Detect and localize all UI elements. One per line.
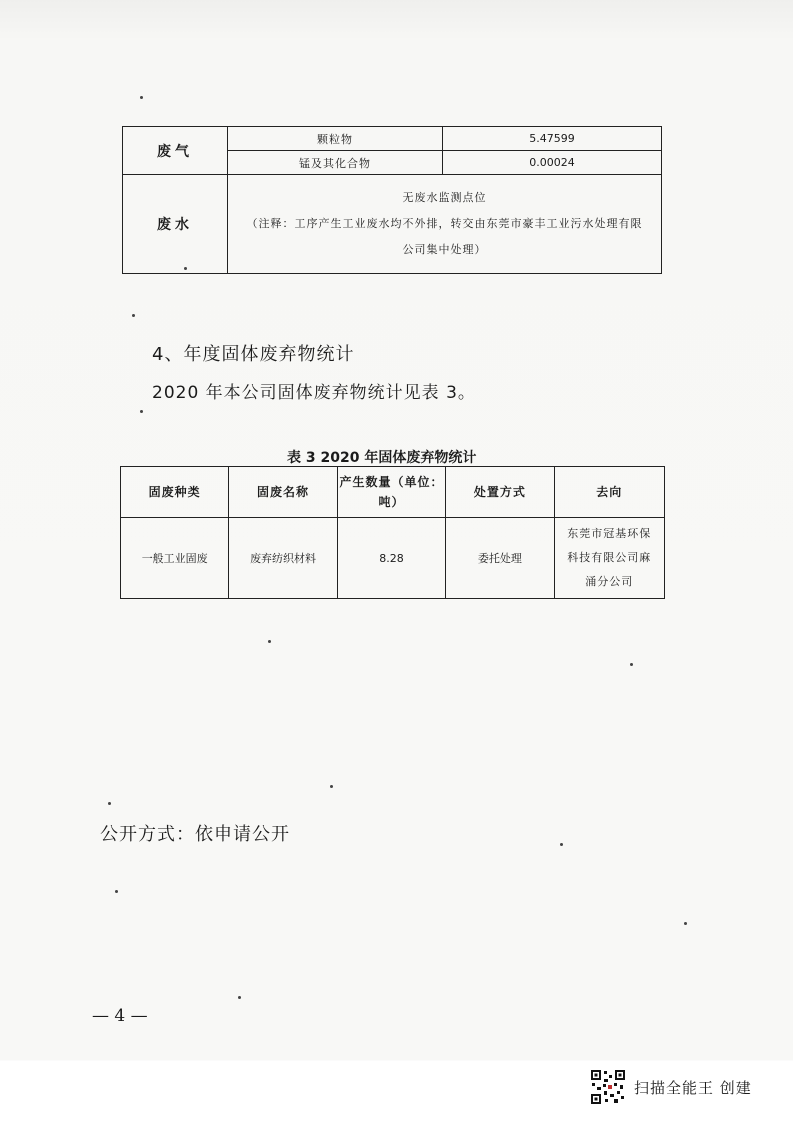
scan-speck [132, 314, 135, 317]
destination-line: 东莞市冠基环保 [567, 527, 652, 540]
solid-waste-table [120, 466, 665, 599]
scan-speck [140, 96, 143, 99]
scan-speck [560, 843, 563, 846]
table-row [123, 175, 662, 274]
item-cell: 锰及其化合物 [228, 151, 443, 175]
scan-speck [268, 640, 271, 643]
qr-code-icon [590, 1069, 626, 1105]
value-cell: 0.00024 [443, 151, 662, 175]
column-header: 固废种类 [121, 467, 229, 518]
section-heading: 4、年度固体废弃物统计 [152, 344, 355, 365]
method-cell: 委托处理 [446, 518, 554, 599]
scan-speck [115, 890, 118, 893]
scan-speck [330, 785, 333, 788]
scan-speck [630, 663, 633, 666]
category-cell: 废气 [123, 127, 228, 175]
column-header: 产生数量（单位：吨） [337, 467, 445, 518]
scan-speck [238, 996, 241, 999]
disclosure-method: 公开方式：依申请公开 [100, 824, 290, 845]
note-line: 公司集中处理） [402, 243, 487, 256]
destination-line: 涌分公司 [585, 575, 634, 588]
column-header: 处置方式 [446, 467, 554, 518]
destination-line: 科技有限公司麻 [567, 551, 652, 564]
amount-cell: 8.28 [337, 518, 445, 599]
note-line: 无废水监测点位 [402, 191, 487, 204]
scan-speck [184, 267, 187, 270]
column-header: 固废名称 [229, 467, 337, 518]
category-cell: 废水 [123, 175, 228, 274]
note-line: （注释：工序产生工业废水均不外排，转交由东莞市豪丰工业污水处理有限 [246, 217, 643, 230]
note-cell [228, 175, 662, 274]
waste-name-cell: 废弃纺织材料 [229, 518, 337, 599]
table-row [121, 518, 665, 599]
table-caption: 表 3 2020 年固体废弃物统计 [287, 450, 477, 466]
watermark-text: 扫描全能王 创建 [634, 1078, 752, 1097]
destination-cell [554, 518, 664, 599]
section-paragraph: 2020 年本公司固体废弃物统计见表 3。 [152, 383, 476, 403]
value-cell: 5.47599 [443, 127, 662, 151]
waste-type-cell: 一般工业固废 [121, 518, 229, 599]
scan-speck [140, 410, 143, 413]
emissions-table [122, 126, 662, 274]
column-header: 去向 [554, 467, 664, 518]
item-cell: 颗粒物 [228, 127, 443, 151]
page-number: — 4 — [92, 1006, 148, 1026]
scan-speck [684, 922, 687, 925]
scanner-watermark [590, 1069, 752, 1105]
table-header-row [121, 467, 665, 518]
table-row [123, 127, 662, 151]
scan-speck [108, 802, 111, 805]
